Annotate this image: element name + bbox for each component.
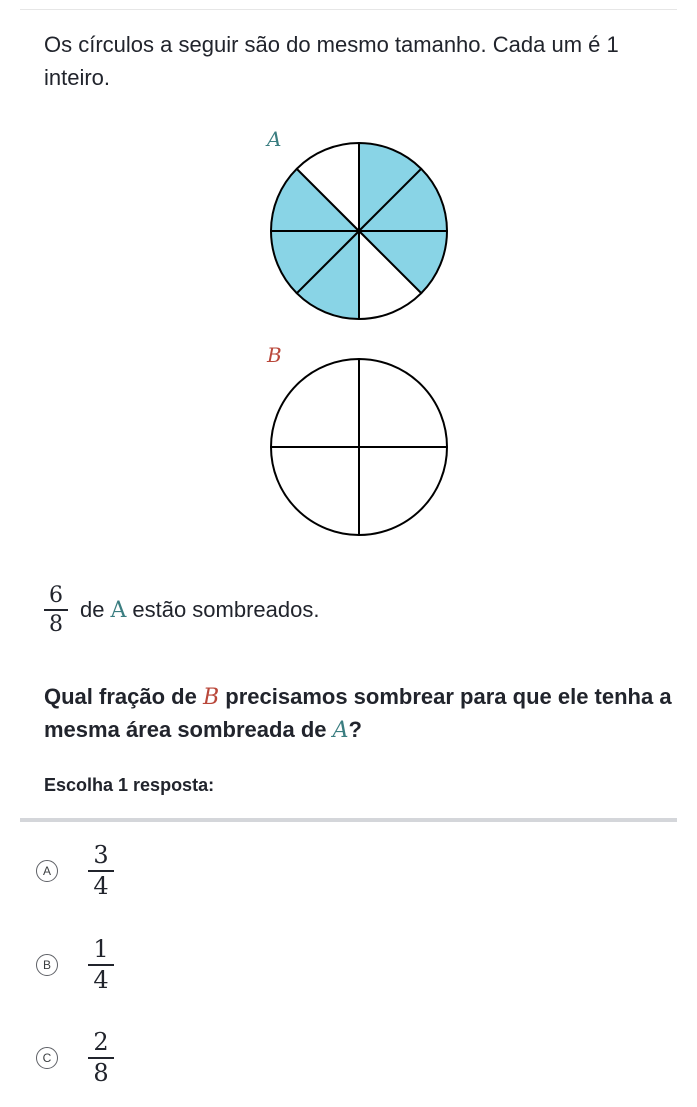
option-c-denominator: 8	[93, 1059, 109, 1087]
top-divider	[20, 9, 677, 10]
fraction-bar	[44, 609, 68, 611]
statement-fraction	[44, 584, 68, 636]
answer-option-c[interactable]	[36, 1023, 676, 1093]
options-divider	[20, 818, 677, 822]
circle-a-label: A	[267, 127, 282, 151]
option-b-denominator: 4	[93, 966, 109, 994]
option-c-numerator: 2	[93, 1027, 109, 1056]
answer-option-a[interactable]	[36, 836, 676, 906]
choose-label: Escolha 1 resposta:	[44, 775, 215, 795]
statement-rest: estão sombreados.	[132, 597, 320, 623]
circle-a	[264, 136, 454, 326]
option-a-badge[interactable]: A	[36, 860, 58, 882]
option-a-fraction	[88, 840, 114, 900]
question-var-a: A	[332, 718, 349, 743]
question-part2: precisamos sombrear para que ele tenha a mesma área sombreada de	[44, 684, 672, 742]
option-a-numerator: 3	[93, 840, 109, 869]
statement-var-a: A	[110, 597, 127, 623]
option-b-numerator: 1	[93, 934, 109, 963]
circle-b-sector-4	[271, 359, 359, 447]
option-b-badge[interactable]: B	[36, 954, 58, 976]
circle-b-sector-3	[271, 447, 359, 535]
circle-b-sector-1	[359, 359, 447, 447]
question-part1: Qual fração de	[44, 684, 197, 709]
shaded-statement	[44, 584, 319, 636]
circle-b-label: B	[267, 343, 282, 367]
statement-denominator: 8	[49, 612, 63, 638]
question-var-b: B	[202, 685, 220, 710]
circle-b-sector-2	[359, 447, 447, 535]
question-text	[44, 681, 684, 747]
option-b-fraction	[88, 934, 114, 994]
statement-numerator: 6	[49, 583, 63, 608]
statement-de: de	[80, 597, 105, 623]
circle-b	[264, 352, 454, 542]
option-a-denominator: 4	[93, 872, 109, 900]
option-c-fraction	[88, 1027, 114, 1087]
option-c-badge[interactable]: C	[36, 1047, 58, 1069]
intro-text: Os círculos a seguir são do mesmo tamanho. Cada um é 1 inteiro.	[44, 32, 619, 90]
question-part3: ?	[348, 717, 362, 742]
answer-option-b[interactable]	[36, 930, 676, 1000]
